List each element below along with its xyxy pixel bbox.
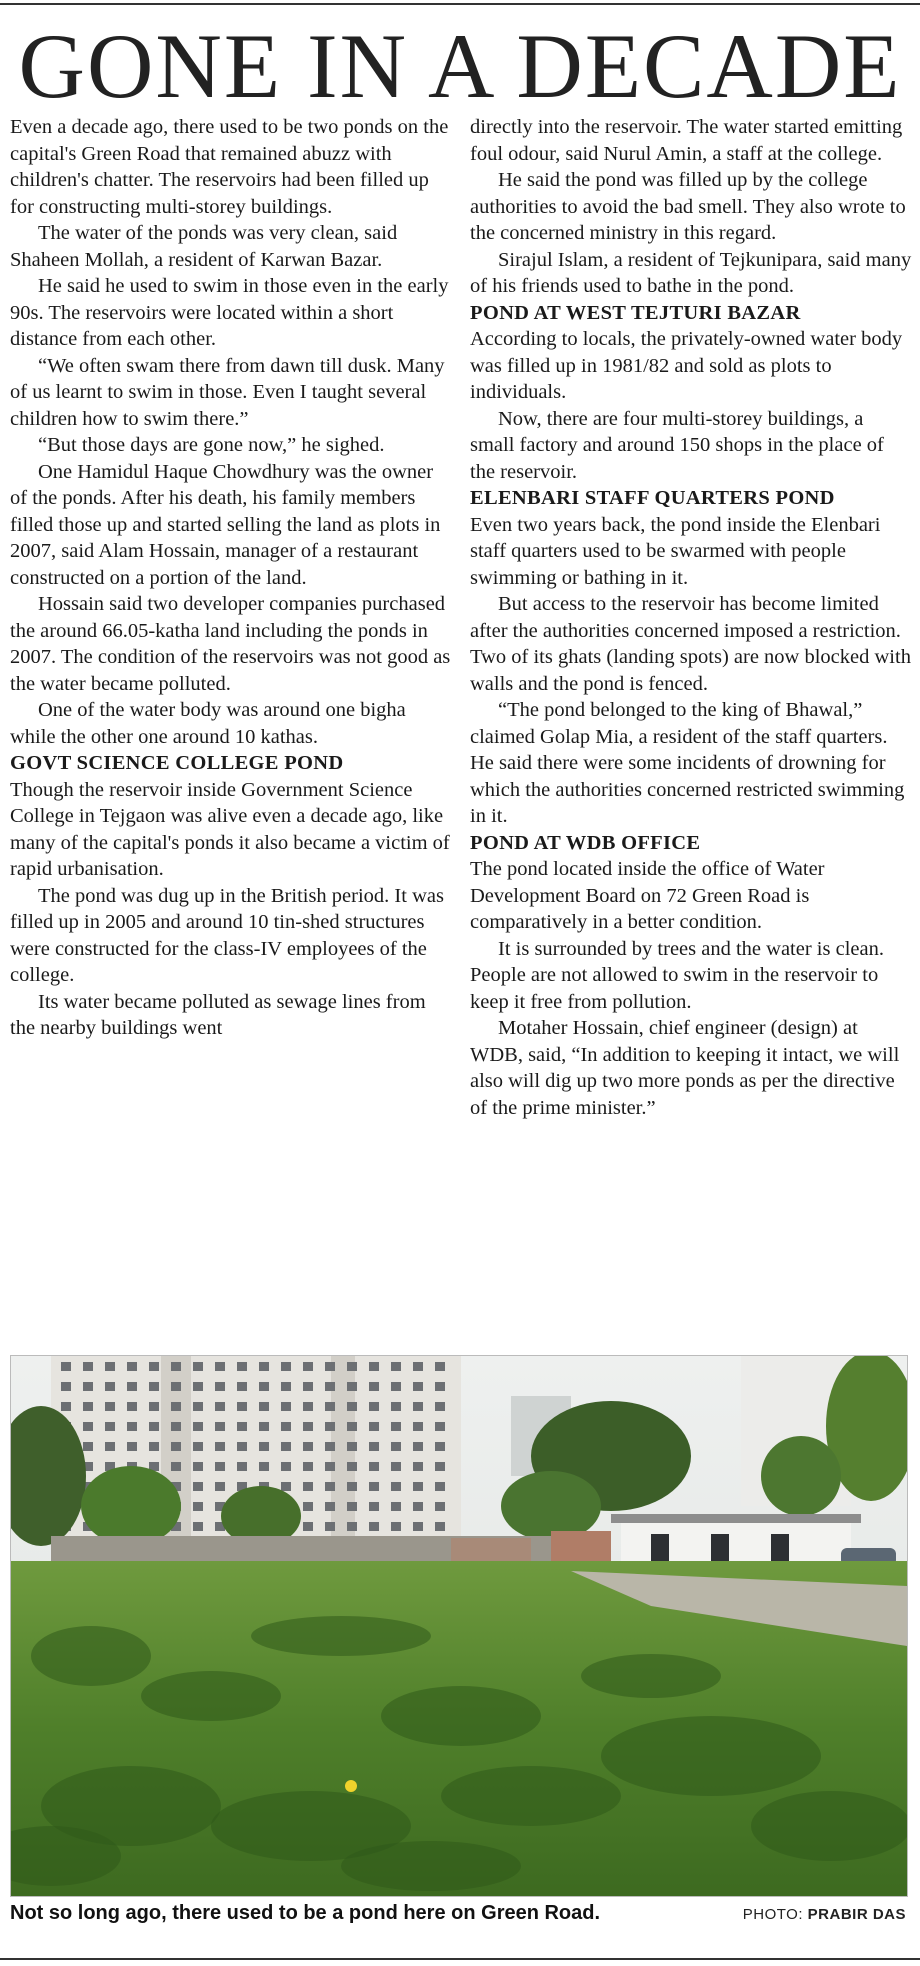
article-paragraph: Sirajul Islam, a resident of Tejkunipara, said many of his friends used to bathe in the pond. — [470, 248, 912, 297]
article-paragraph: “We often swam there from dawn till dusk. Many of us learnt to swim in those. Even I taught several children how to swim there.” — [10, 354, 445, 430]
article-paragraph: directly into the reservoir. The water started emitting foul odour, said Nurul Amin, a staff at the college. — [470, 116, 903, 165]
article-paragraph: Hossain said two developer companies purchased the around 66.05-katha land including the ponds in 2007. The condition of the reservoirs was not good as the water became polluted. — [10, 593, 451, 695]
section-heading: ELENBARI STAFF QUARTERS POND — [470, 487, 835, 509]
article-paragraph: He said he used to swim in those even in the early 90s. The reservoirs were located within a short distance from each other. — [10, 275, 449, 350]
article-paragraph: The pond was dug up in the British period. It was filled up in 2005 and around 10 tin-shed structures were constructed for the class-IV employees of the college. — [10, 884, 444, 986]
top-rule — [0, 3, 920, 5]
article-paragraph: “But those days are gone now,” he sighed. — [38, 434, 385, 456]
article-paragraph: Its water became polluted as sewage lines from the nearby buildings went — [10, 990, 426, 1039]
article-paragraph: Even two years back, the pond inside the Elenbari staff quarters used to be swarmed with people swimming or bathing in it. — [470, 513, 881, 589]
article-paragraph: One of the water body was around one bigha while the other one around 10 kathas. — [10, 699, 406, 748]
section-heading: POND AT WEST TEJTURI BAZAR — [470, 301, 801, 324]
photo-credit-label: PHOTO: — [742, 1906, 803, 1923]
news-photo — [10, 1355, 908, 1897]
headline: GONE IN A DECADE — [18, 15, 902, 117]
left-column — [10, 114, 455, 1042]
article-paragraph: According to locals, the privately-owned water body was filled up in 1981/82 and sold as plots to individuals. — [470, 328, 903, 403]
bottom-rule — [0, 1958, 920, 1960]
article-paragraph: One Hamidul Haque Chowdhury was the owner of the ponds. After his death, his family members filled those up and started selling the land as plots in 2007, said Alam Hossain, manager of a restaurant constructed on a portion of the land. — [10, 460, 441, 589]
article-paragraph: Motaher Hossain, chief engineer (design) at WDB, said, “In addition to keeping it intact, we will also will dig up two more ponds as per the directive of the prime minister.” — [470, 1017, 900, 1119]
photo-credit — [743, 1906, 906, 1923]
section-heading: GOVT SCIENCE COLLEGE POND — [10, 752, 344, 774]
article-paragraph: It is surrounded by trees and the water is clean. People are not allowed to swim in the reservoir to keep it free from pollution. — [470, 937, 884, 1013]
right-column — [470, 114, 912, 1121]
photographer-name: PRABIR DAS — [807, 1906, 906, 1923]
filled-pond-land-photo — [11, 1356, 907, 1896]
section-heading: POND AT WDB OFFICE — [470, 831, 701, 854]
article-paragraph: The water of the ponds was very clean, said Shaheen Mollah, a resident of Karwan Bazar. — [10, 222, 398, 271]
article-paragraph: Now, there are four multi-storey buildings, a small factory and around 150 shops in the place of the reservoir. — [470, 407, 884, 483]
article-paragraph: He said the pond was filled up by the college authorities to avoid the bad smell. They also wrote to the concerned ministry in this regard. — [470, 169, 906, 244]
article-paragraph: “The pond belonged to the king of Bhawal,” claimed Golap Mia, a resident of the staff quarters. He said there were some incidents of drowning for which the authorities concerned restricted swimming in it. — [470, 699, 905, 827]
photo-caption: Not so long ago, there used to be a pond here on Green Road. — [10, 1902, 601, 1924]
article-paragraph: Though the reservoir inside Government Science College in Tejgaon was alive even a decade ago, like many of the capital's ponds it also became a victim of rapid urbanisation. — [10, 778, 450, 880]
article-paragraph: But access to the reservoir has become limited after the authorities concerned imposed a restriction. Two of its ghats (landing spots) are now blocked with walls and the pond is fenced. — [470, 593, 911, 695]
article-paragraph: The pond located inside the office of Water Development Board on 72 Green Road is comparatively in a better condition. — [470, 858, 825, 933]
article-paragraph: Even a decade ago, there used to be two ponds on the capital's Green Road that remained abuzz with children's chatter. The reservoirs had been filled up for constructing multi-storey buildings. — [10, 116, 449, 218]
